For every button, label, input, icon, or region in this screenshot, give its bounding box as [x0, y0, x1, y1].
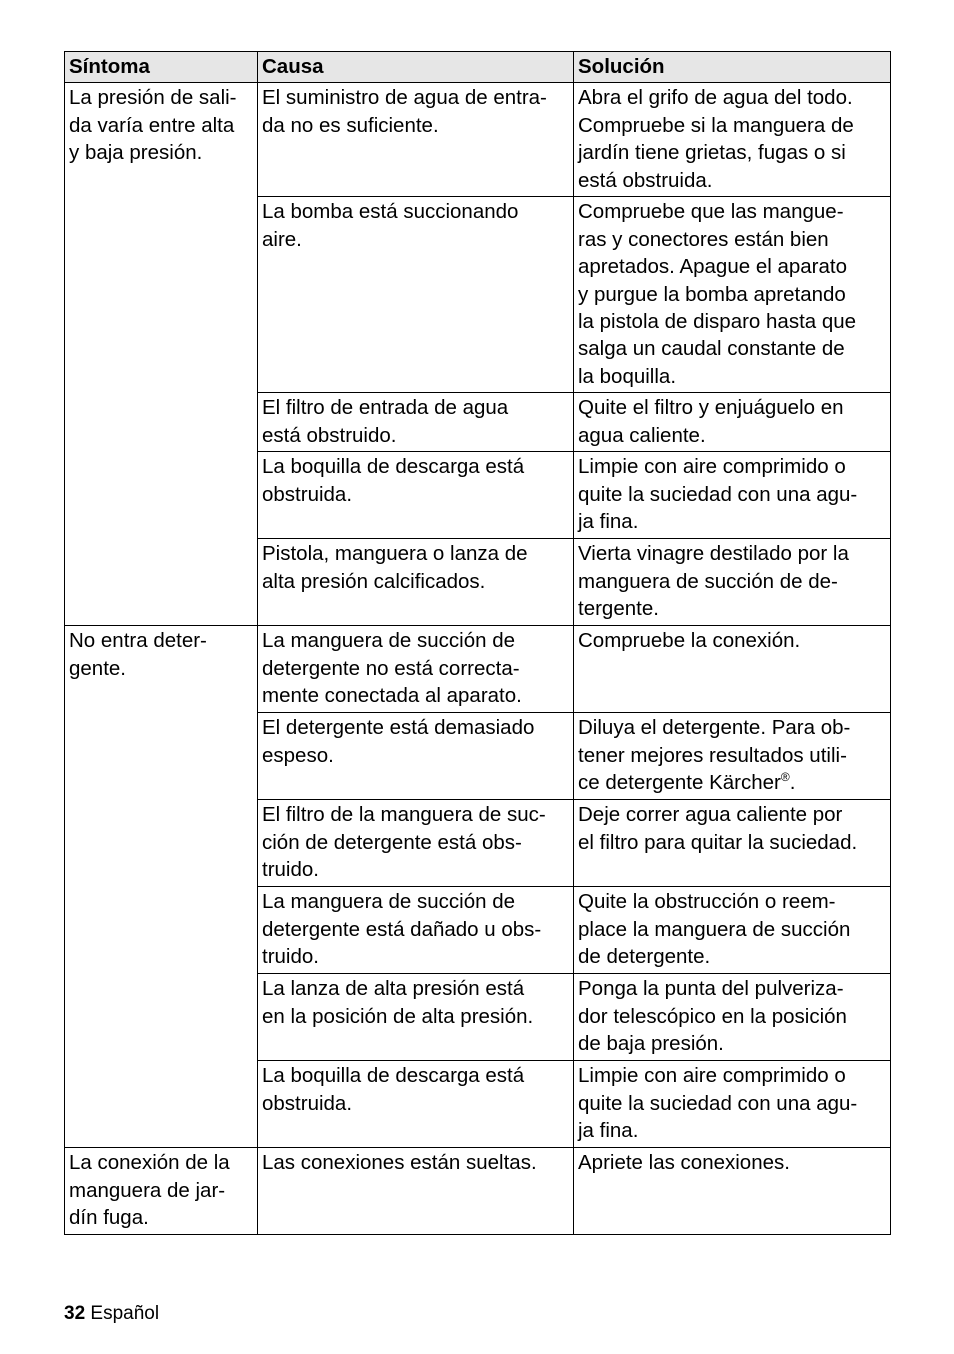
symptom-cell: La conexión de la manguera de jar- dín fuga.	[65, 1148, 258, 1235]
table-header-row	[65, 52, 891, 83]
table-row	[65, 626, 891, 713]
header-cause: Causa	[258, 52, 574, 83]
cause-cell: La boquilla de descarga está obstruida.	[258, 452, 574, 539]
cause-cell: El filtro de la manguera de suc- ción de detergente está obs- truido.	[258, 800, 574, 887]
table-row	[65, 83, 891, 197]
solution-tail: .	[789, 771, 796, 795]
cause-cell: Las conexiones están sueltas.	[258, 1148, 574, 1235]
solution-cell: Limpie con aire comprimido o quite la suciedad con una agu- ja fina.	[574, 1061, 891, 1148]
solution-cell: Quite la obstrucción o reem- place la manguera de succión de detergente.	[574, 887, 891, 974]
solution-cell: Abra el grifo de agua del todo. Compruebe si la manguera de jardín tiene grietas, fugas o si está obstruida.	[574, 83, 891, 197]
footer-language: Español	[90, 1303, 160, 1324]
cause-cell: Pistola, manguera o lanza de alta presión calcificados.	[258, 539, 574, 626]
cause-cell: El detergente está demasiado espeso.	[258, 713, 574, 800]
cause-cell: La boquilla de descarga está obstruida.	[258, 1061, 574, 1148]
solution-cell	[574, 713, 891, 800]
page-number: 32	[64, 1303, 86, 1324]
cause-cell: La lanza de alta presión está en la posición de alta presión.	[258, 974, 574, 1061]
solution-cell: Compruebe que las mangue- ras y conectores están bien apretados. Apague el aparato y purgue la bomba apretando la pistola de disparo hasta que salga un caudal constante de la boquilla.	[574, 197, 891, 393]
solution-cell: Compruebe la conexión.	[574, 626, 891, 713]
cause-cell: El filtro de entrada de agua está obstruido.	[258, 393, 574, 452]
solution-cell: Limpie con aire comprimido o quite la suciedad con una agu- ja fina.	[574, 452, 891, 539]
table-body	[65, 83, 891, 1235]
registered-mark: ®	[780, 770, 790, 785]
cause-cell: La manguera de succión de detergente está dañado u obs- truido.	[258, 887, 574, 974]
page-footer	[64, 1302, 159, 1326]
solution-cell: Apriete las conexiones.	[574, 1148, 891, 1235]
solution-cell: Ponga la punta del pulveriza- dor telescópico en la posición de baja presión.	[574, 974, 891, 1061]
solution-cell: Quite el filtro y enjuáguelo en agua caliente.	[574, 393, 891, 452]
cause-cell: La manguera de succión de detergente no está correcta- mente conectada al aparato.	[258, 626, 574, 713]
header-solution: Solución	[574, 52, 891, 83]
header-symptom: Síntoma	[65, 52, 258, 83]
cause-cell: La bomba está succionando aire.	[258, 197, 574, 393]
cause-cell: El suministro de agua de entra- da no es suficiente.	[258, 83, 574, 197]
solution-cell: Vierta vinagre destilado por la manguera de succión de de- tergente.	[574, 539, 891, 626]
table-row	[65, 1148, 891, 1235]
solution-cell: Deje correr agua caliente por el filtro para quitar la suciedad.	[574, 800, 891, 887]
symptom-cell: No entra deter- gente.	[65, 626, 258, 1148]
symptom-cell: La presión de sali- da varía entre alta y baja presión.	[65, 83, 258, 626]
solution-text: Diluya el detergente. Para ob- tener mejores resultados utili- ce detergente Kärcher	[578, 716, 851, 795]
troubleshooting-table	[64, 51, 891, 1235]
